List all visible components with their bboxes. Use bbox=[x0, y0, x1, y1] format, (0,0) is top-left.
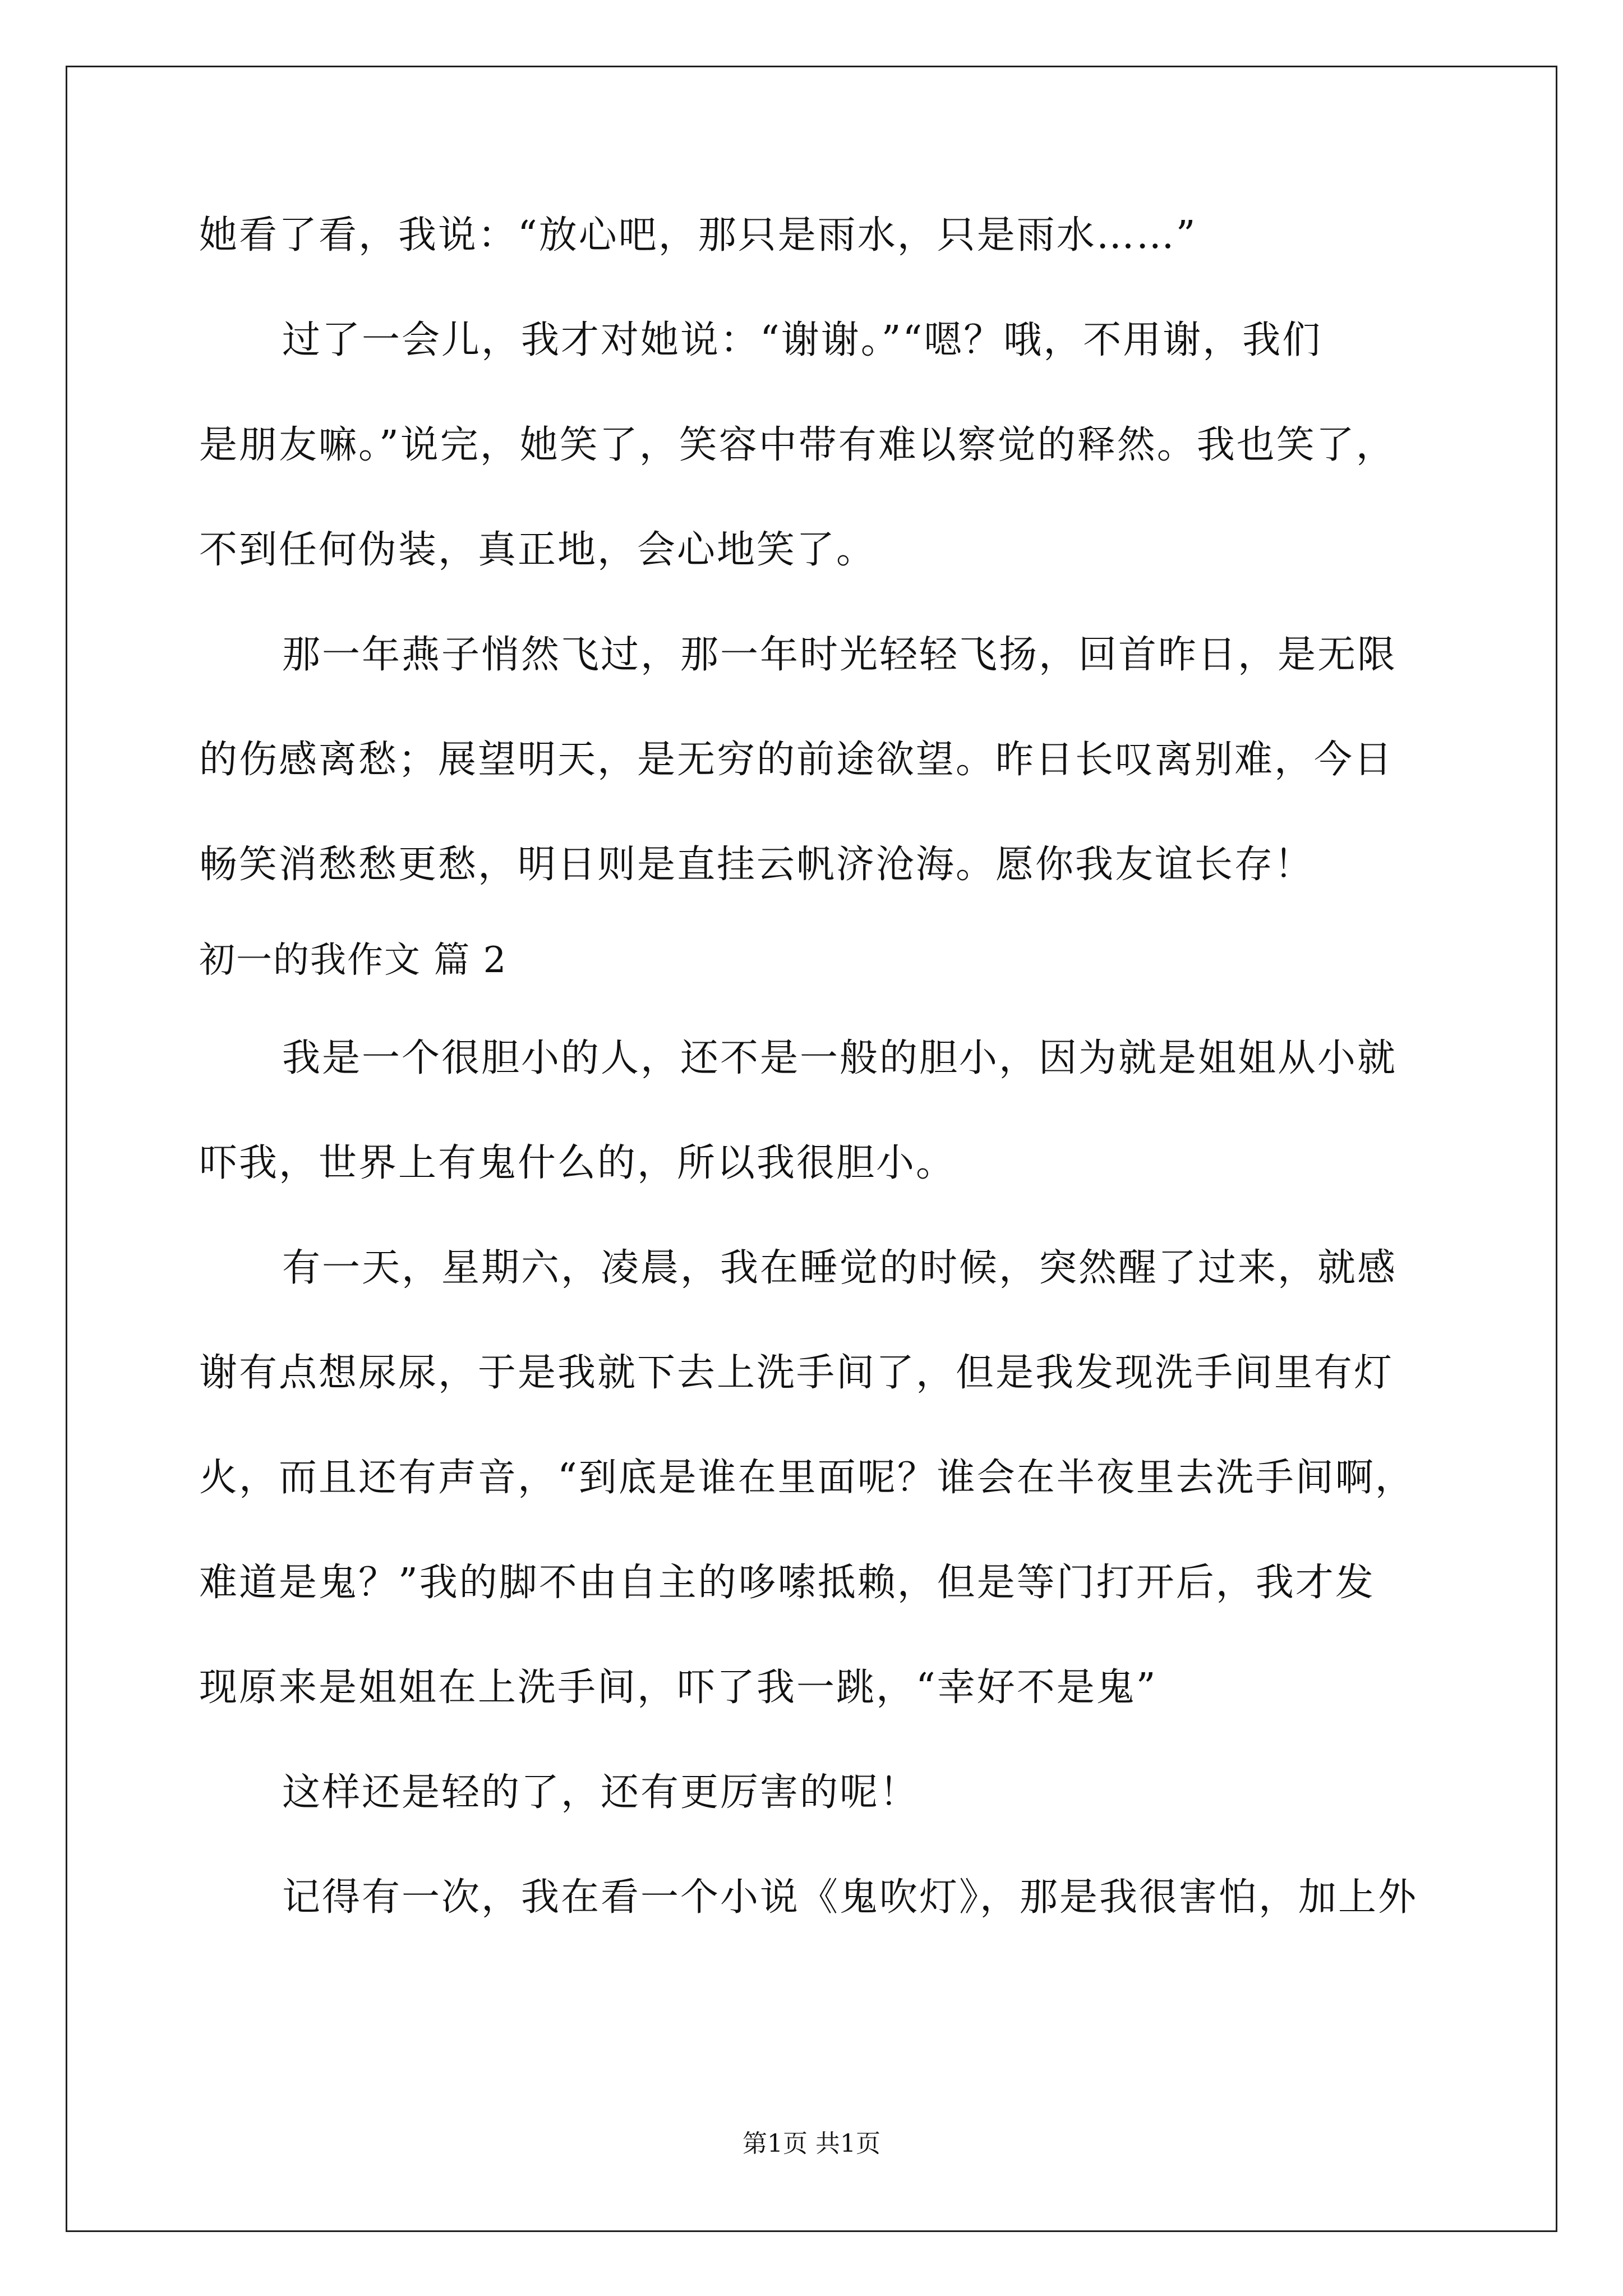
text-line: 那一年燕子悄然飞过，那一年时光轻轻飞扬，回首昨日，是无限 bbox=[282, 633, 1398, 677]
text-line: 难道是鬼？”我的脚不由自主的哆嗦抵赖，但是等门打开后，我才发 bbox=[199, 1561, 1375, 1605]
text-line: 有一天，星期六，凌晨，我在睡觉的时候，突然醒了过来，就感 bbox=[282, 1246, 1398, 1290]
text-line: 是朋友嘛。”说完，她笑了，笑容中带有难以察觉的释然。我也笑了， bbox=[199, 423, 1396, 467]
section-heading: 初一的我作文 篇 2 bbox=[199, 940, 508, 981]
text-line: 畅笑消愁愁更愁，明日则是直挂云帆济沧海。愿你我友谊长存！ bbox=[199, 843, 1315, 887]
text-line: 我是一个很胆小的人，还不是一般的胆小，因为就是姐姐从小就 bbox=[282, 1036, 1398, 1080]
text-line: 的伤感离愁；展望明天，是无穷的前途欲望。昨日长叹离别难，今日 bbox=[199, 738, 1394, 782]
page-number-footer: 第1页 共1页 bbox=[743, 2129, 880, 2158]
text-line: 吓我，世界上有鬼什么的，所以我很胆小。 bbox=[199, 1141, 956, 1185]
text-line: 记得有一次，我在看一个小说《鬼吹灯》，那是我很害怕，加上外 bbox=[282, 1875, 1418, 1920]
text-line: 过了一会儿，我才对她说：“谢谢。”“嗯？哦，不用谢，我们 bbox=[282, 318, 1322, 362]
text-line: 现原来是姐姐在上洗手间，吓了我一跳，“幸好不是鬼” bbox=[199, 1665, 1158, 1710]
text-line: 火，而且还有声音，“到底是谁在里面呢？谁会在半夜里去洗手间啊， bbox=[199, 1456, 1415, 1500]
text-line: 谢有点想尿尿，于是我就下去上洗手间了，但是我发现洗手间里有灯 bbox=[199, 1351, 1394, 1395]
text-line: 不到任何伪装，真正地，会心地笑了。 bbox=[199, 528, 877, 572]
text-line: 她看了看，我说：“放心吧，那只是雨水，只是雨水……” bbox=[199, 213, 1197, 257]
text-line: 这样还是轻的了，还有更厉害的呢！ bbox=[282, 1770, 920, 1815]
